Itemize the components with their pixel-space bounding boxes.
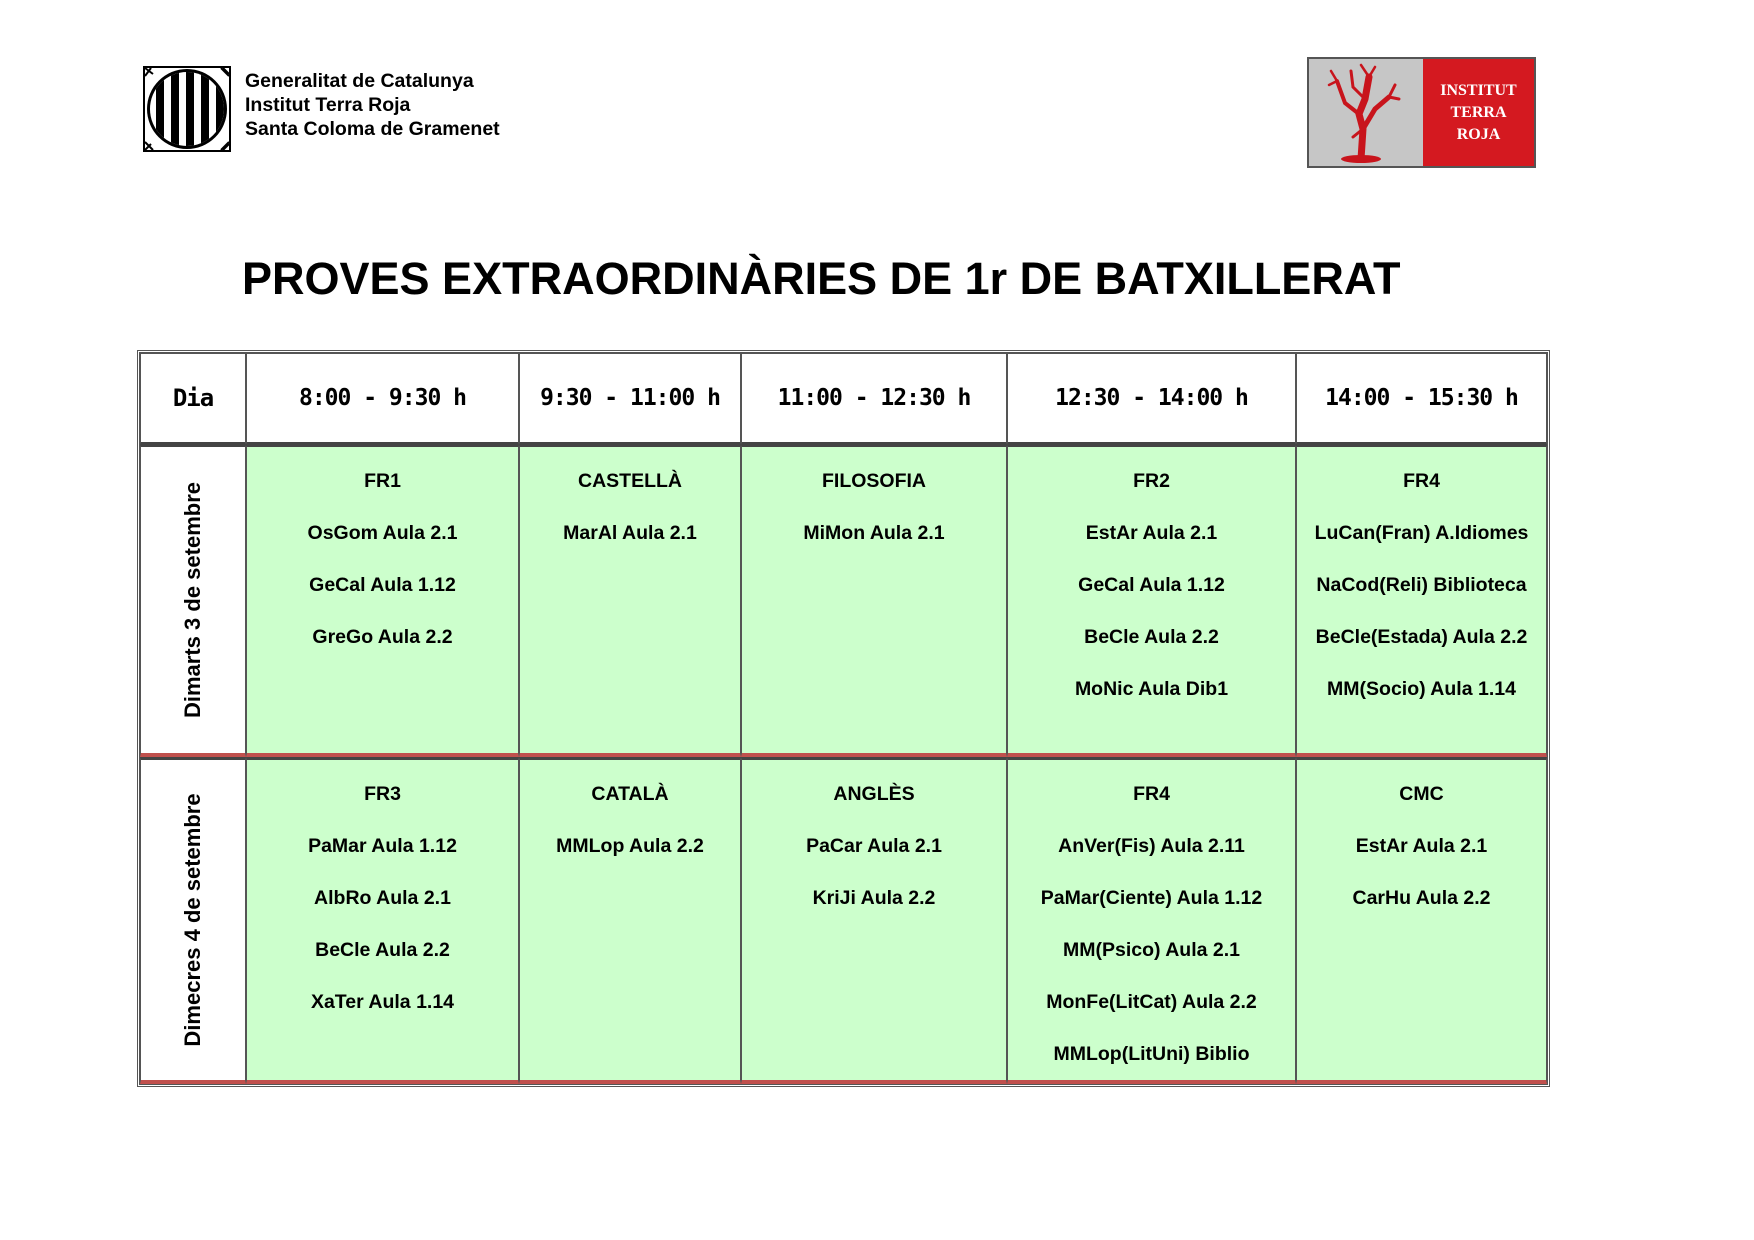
exam-room: PaCar Aula 2.1 — [806, 835, 942, 857]
column-header-slot-3: 11:00 - 12:30 h — [741, 353, 1007, 445]
institution-header — [245, 69, 500, 141]
exam-room: MM(Psico) Aula 2.1 — [1063, 939, 1240, 961]
exam-subject: CATALÀ — [591, 783, 669, 805]
column-header-slot-2: 9:30 - 11:00 h — [519, 353, 741, 445]
exam-room: BeCle Aula 2.2 — [315, 939, 450, 961]
exam-cell — [741, 445, 1007, 757]
header-line-government: Generalitat de Catalunya — [245, 70, 474, 92]
logo-text-institut: INSTITUT — [1440, 81, 1517, 99]
institut-terra-roja-logo — [1307, 57, 1536, 168]
exam-room: BeCle(Estada) Aula 2.2 — [1315, 626, 1528, 648]
exam-subject: FR4 — [1403, 470, 1440, 492]
exam-cell — [519, 757, 741, 1084]
exam-room: GeCal Aula 1.12 — [309, 574, 456, 596]
exam-cell — [1296, 757, 1547, 1084]
exam-schedule-table — [137, 350, 1550, 1087]
exam-subject: ANGLÈS — [833, 783, 915, 805]
column-header-day: Dia — [140, 353, 246, 445]
exam-room: AnVer(Fis) Aula 2.11 — [1058, 835, 1245, 857]
exam-subject: FR1 — [364, 470, 401, 492]
exam-room: NaCod(Reli) Biblioteca — [1316, 574, 1527, 596]
exam-room: PaMar Aula 1.12 — [308, 835, 457, 857]
exam-room: OsGom Aula 2.1 — [307, 522, 458, 544]
exam-room: PaMar(Ciente) Aula 1.12 — [1040, 887, 1263, 909]
day-label: Dimarts 3 de setembre — [180, 482, 205, 718]
red-tree-icon — [1309, 59, 1419, 166]
exam-subject: FILOSOFIA — [822, 470, 926, 492]
exam-room: MoNic Aula Dib1 — [1074, 678, 1229, 700]
exam-room: AlbRo Aula 2.1 — [314, 887, 451, 909]
exam-subject: FR2 — [1133, 470, 1170, 492]
exam-subject: CASTELLÀ — [578, 470, 682, 492]
exam-room: XaTer Aula 1.14 — [310, 991, 455, 1013]
day-cell — [140, 445, 246, 757]
exam-room: MMLop(LitUni) Biblio — [1053, 1043, 1250, 1065]
header-line-city: Santa Coloma de Gramenet — [245, 118, 500, 140]
exam-room: GeCal Aula 1.12 — [1078, 574, 1225, 596]
exam-subject: FR4 — [1133, 783, 1170, 805]
column-header-slot-4: 12:30 - 14:00 h — [1007, 353, 1296, 445]
exam-room: MMLop Aula 2.2 — [556, 835, 704, 857]
exam-room: LuCan(Fran) A.Idiomes — [1314, 522, 1529, 544]
column-header-slot-5: 14:00 - 15:30 h — [1296, 353, 1547, 445]
exam-cell — [519, 445, 741, 757]
table-header-row — [140, 353, 1547, 445]
exam-cell — [1007, 445, 1296, 757]
exam-room: MM(Socio) Aula 1.14 — [1327, 678, 1516, 700]
exam-room: MarAl Aula 2.1 — [563, 522, 697, 544]
table-row — [140, 757, 1547, 1084]
exam-room: BeCle Aula 2.2 — [1084, 626, 1219, 648]
exam-subject: CMC — [1399, 783, 1444, 805]
header-line-school: Institut Terra Roja — [245, 94, 411, 116]
exam-cell — [1296, 445, 1547, 757]
exam-cell — [246, 757, 519, 1084]
column-header-slot-1: 8:00 - 9:30 h — [246, 353, 519, 445]
school-name-panel — [1423, 59, 1534, 166]
exam-cell — [1007, 757, 1296, 1084]
exam-subject: FR3 — [364, 783, 401, 805]
exam-room: GreGo Aula 2.2 — [312, 626, 453, 648]
exam-room: KriJi Aula 2.2 — [812, 887, 936, 909]
exam-cell — [246, 445, 519, 757]
logo-text-roja: ROJA — [1456, 125, 1501, 143]
tree-logo-panel — [1309, 59, 1423, 166]
day-label: Dimecres 4 de setembre — [180, 793, 205, 1047]
page-title: PROVES EXTRAORDINÀRIES DE 1r DE BATXILLERAT — [242, 253, 1401, 304]
generalitat-logo — [143, 66, 231, 152]
table-row — [140, 445, 1547, 757]
logo-text-terra: TERRA — [1450, 103, 1507, 121]
exam-room: EstAr Aula 2.1 — [1085, 522, 1218, 544]
exam-room: MiMon Aula 2.1 — [803, 522, 945, 544]
exam-room: MonFe(LitCat) Aula 2.2 — [1046, 991, 1257, 1013]
exam-room: CarHu Aula 2.2 — [1352, 887, 1491, 909]
day-cell — [140, 757, 246, 1084]
exam-room: EstAr Aula 2.1 — [1355, 835, 1488, 857]
exam-cell — [741, 757, 1007, 1084]
